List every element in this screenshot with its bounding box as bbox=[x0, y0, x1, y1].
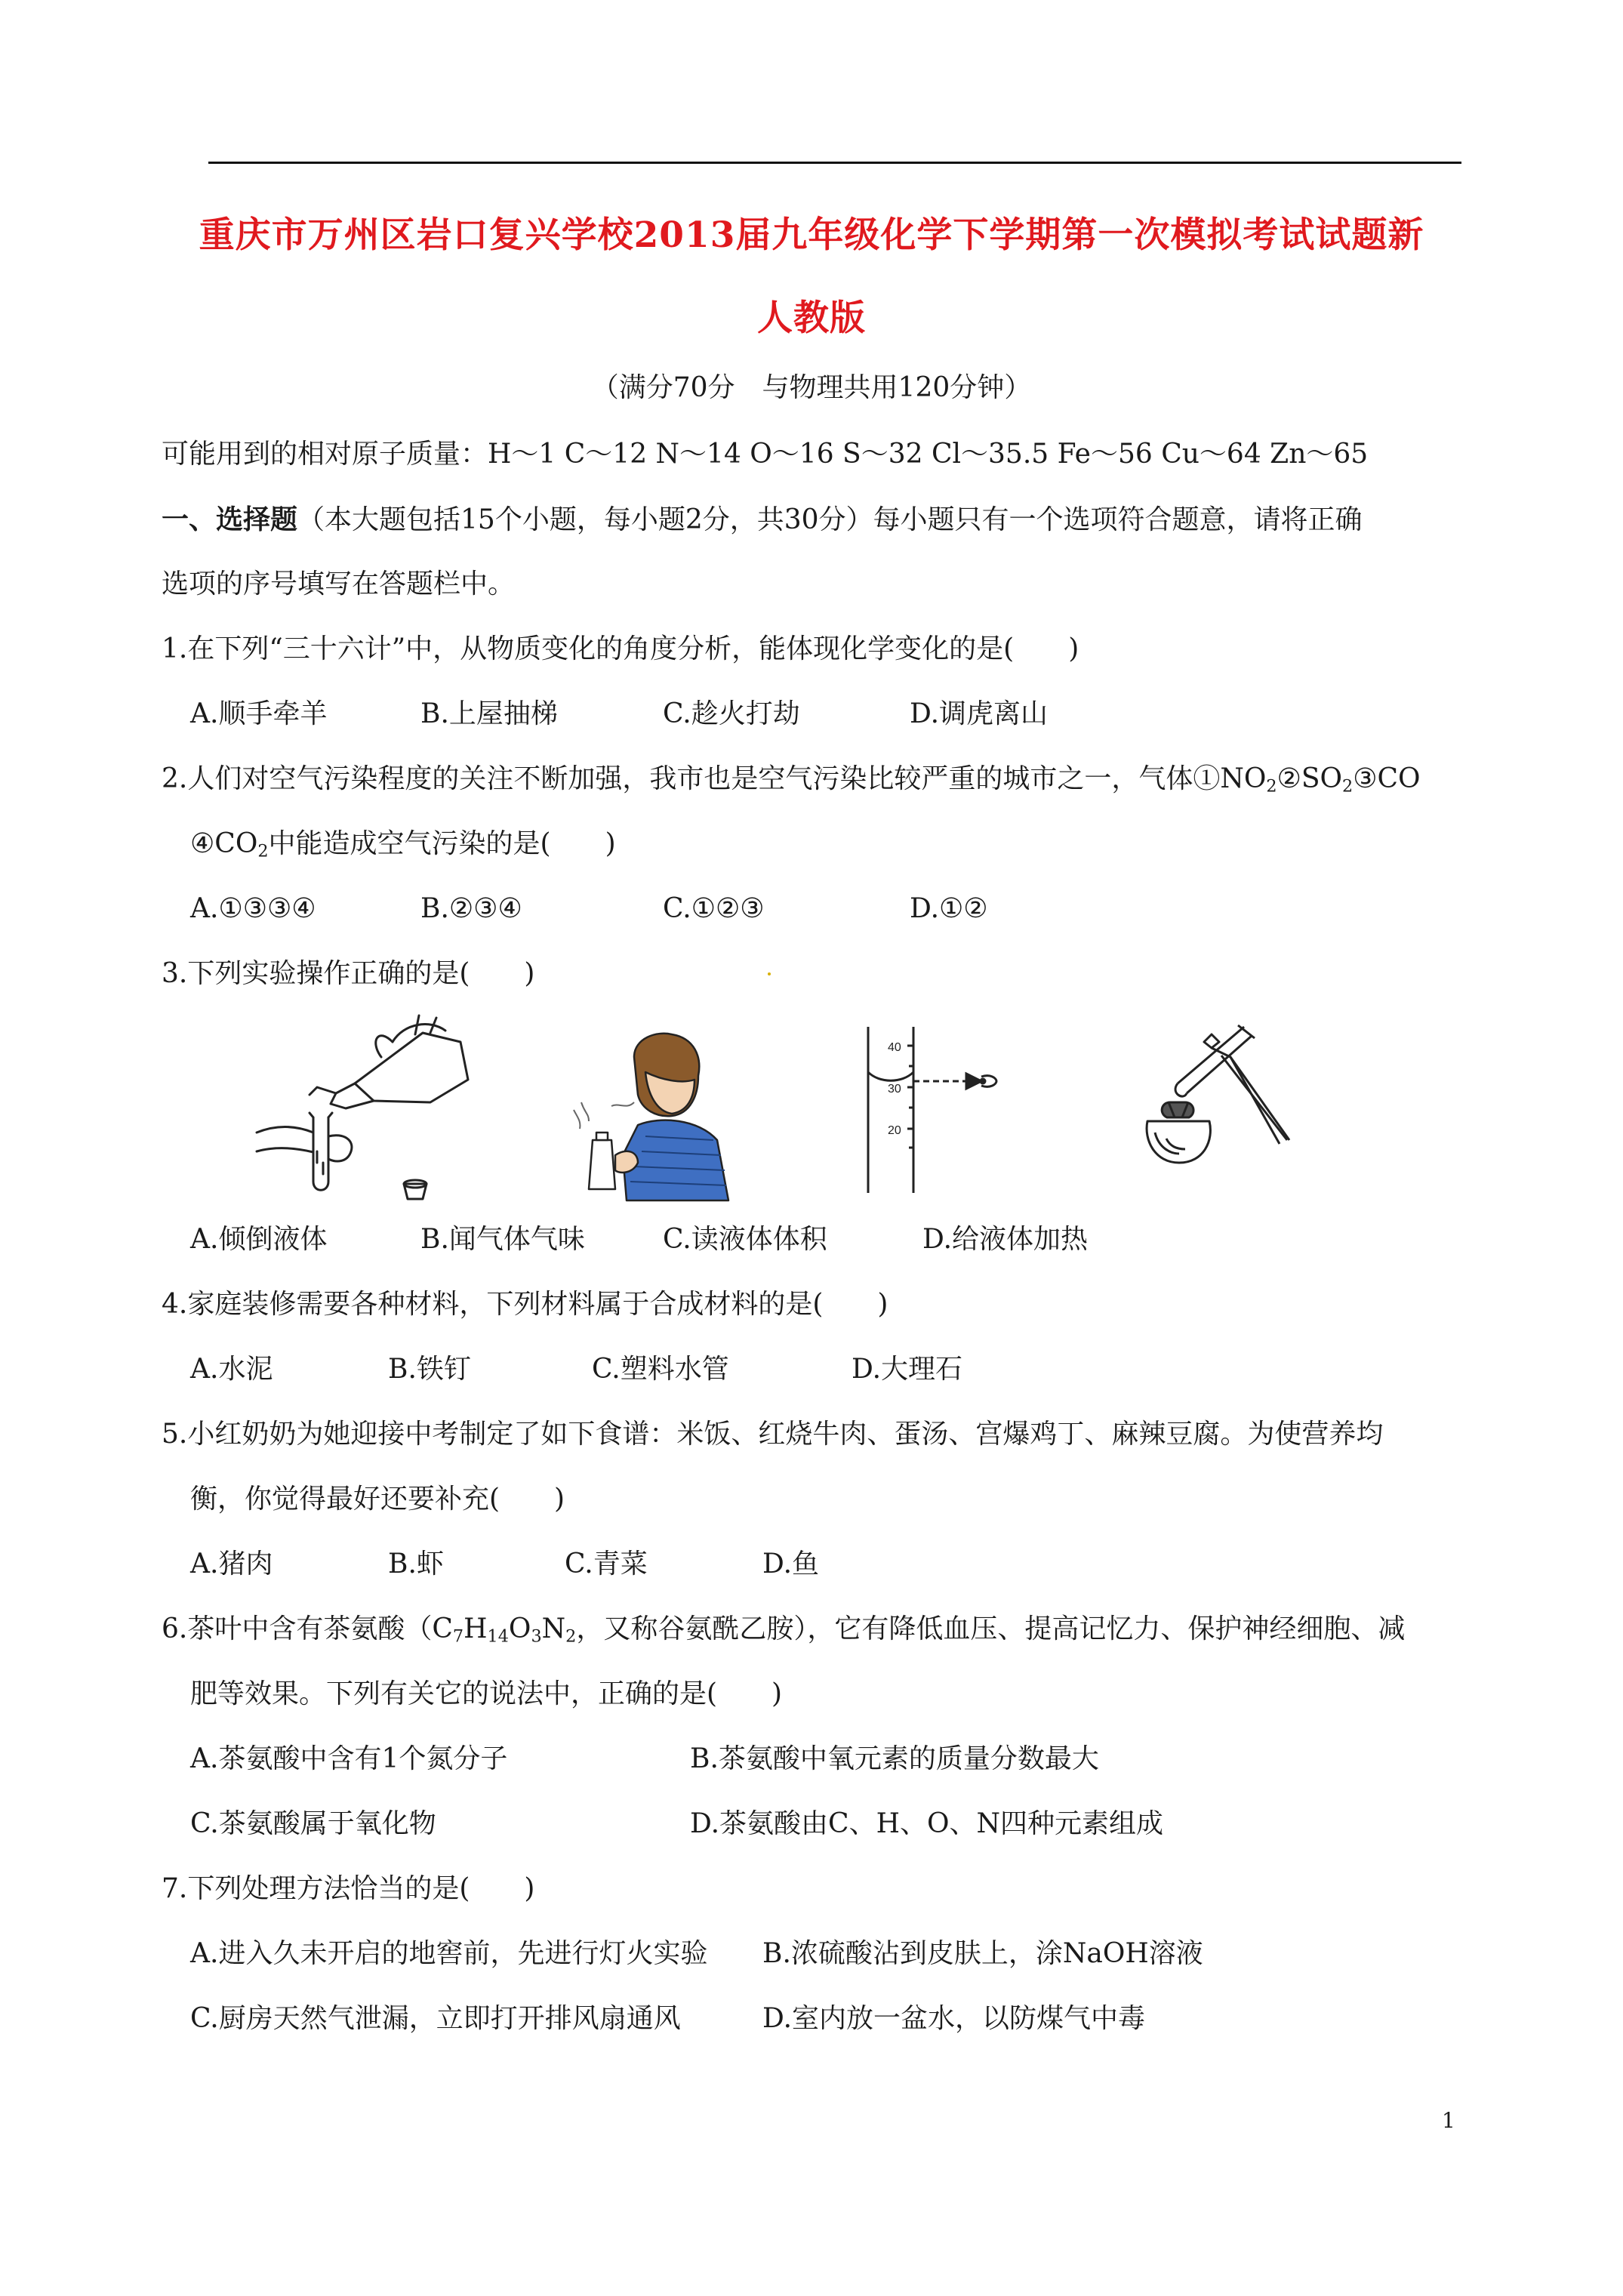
q2-option-c: C.①②③ bbox=[663, 893, 765, 924]
title-line-2: 人教版 bbox=[757, 297, 866, 339]
header-rule bbox=[208, 162, 1461, 164]
q4-option-c: C.塑料水管 bbox=[592, 1354, 729, 1385]
title-line-1: 重庆市万州区岩口复兴学校2013届九年级化学下学期第一次模拟考试试题新 bbox=[199, 214, 1424, 256]
q1-option-c: C.趁火打劫 bbox=[663, 698, 800, 729]
figure-pouring-liquid bbox=[242, 1012, 476, 1200]
section-1-desc-2: 选项的序号填写在答题栏中。 bbox=[162, 569, 516, 599]
q7-stem: 7.下列处理方法恰当的是( ) bbox=[162, 1873, 535, 1904]
q7-option-b: B.浓硫酸沾到皮肤上，涂NaOH溶液 bbox=[762, 1938, 1203, 1969]
exam-subtitle: （满分70分 与物理共用120分钟） bbox=[591, 372, 1032, 403]
q7-option-a: A.进入久未开启的地窖前，先进行灯火实验 bbox=[190, 1938, 708, 1969]
atomic-masses: 可能用到的相对原子质量：H～1 C～12 N～14 O～16 S～32 Cl～35.5 Fe～56 Cu～64 Zn～65 bbox=[162, 439, 1369, 470]
section-1-desc: （本大题包括15个小题，每小题2分，共30分）每小题只有一个选项符合题意，请将正确 bbox=[297, 504, 1363, 535]
q4-option-b: B.铁钉 bbox=[388, 1354, 471, 1385]
q2-option-b: B.②③④ bbox=[420, 893, 522, 924]
figure-reading-volume bbox=[853, 1027, 1079, 1200]
q4-option-d: D.大理石 bbox=[852, 1354, 963, 1385]
q2-option-a: A.①③③④ bbox=[190, 893, 316, 924]
q2-stem: 2.人们对空气污染程度的关注不断加强，我市也是空气污染比较严重的城市之一，气体$①NO_2②SO_2③CO$ bbox=[162, 763, 1421, 797]
figure-heating-liquid bbox=[1117, 1012, 1344, 1208]
q6-option-b: B.茶氨酸中氧元素的质量分数最大 bbox=[690, 1743, 1099, 1774]
cylinder-tick-20: 20 bbox=[888, 1124, 901, 1137]
section-1-heading bbox=[162, 503, 1363, 537]
q6-option-a: A.茶氨酸中含有1个氮分子 bbox=[190, 1743, 508, 1774]
q3-option-a: A.倾倒液体 bbox=[190, 1224, 328, 1255]
q1-option-b: B.上屋抽梯 bbox=[420, 698, 558, 729]
q5-option-d: D.鱼 bbox=[762, 1549, 820, 1579]
q1-option-a: A.顺手牵羊 bbox=[190, 698, 328, 729]
q1-option-d: D.调虎离山 bbox=[910, 698, 1049, 729]
q6-stem: 6.茶叶中含有茶氨酸（$C_7H_{14}O_3N_2$，又称谷氨酰乙胺），它有降低血压、提高记忆力、保护神经细胞、减 bbox=[162, 1613, 1406, 1647]
figure-smelling-gas bbox=[544, 1027, 740, 1223]
q7-option-c: C.厨房天然气泄漏，立即打开排风扇通风 bbox=[190, 2003, 681, 2034]
q5-stem: 5.小红奶奶为她迎接中考制定了如下食谱：米饭、红烧牛肉、蛋汤、宫爆鸡丁、麻辣豆腐。为使营养均 bbox=[162, 1419, 1384, 1450]
q5-stem-2: 衡，你觉得最好还要补充( ) bbox=[190, 1484, 565, 1515]
q3-stem: 3.下列实验操作正确的是( ) bbox=[162, 958, 535, 989]
q3-option-c: C.读液体体积 bbox=[663, 1224, 827, 1255]
cylinder-tick-30: 30 bbox=[888, 1083, 901, 1096]
q5-option-a: A.猪肉 bbox=[190, 1549, 273, 1579]
q4-option-a: A.水泥 bbox=[190, 1354, 273, 1385]
q3-option-b: B.闻气体气味 bbox=[420, 1224, 585, 1255]
q6-option-d: D.茶氨酸由C、H、O、N四种元素组成 bbox=[690, 1808, 1163, 1839]
q7-option-d: D.室内放一盆水，以防煤气中毒 bbox=[762, 2003, 1146, 2034]
q2-option-d: D.①② bbox=[910, 893, 988, 924]
q4-stem: 4.家庭装修需要各种材料，下列材料属于合成材料的是( ) bbox=[162, 1289, 888, 1320]
cylinder-tick-40: 40 bbox=[888, 1041, 901, 1054]
q1-stem: 1.在下列“三十六计”中，从物质变化的角度分析，能体现化学变化的是( ) bbox=[162, 633, 1079, 664]
stray-mark bbox=[768, 972, 771, 975]
section-1-label: 一、选择题 bbox=[162, 504, 298, 535]
q3-option-d: D.给液体加热 bbox=[922, 1224, 1089, 1255]
q5-option-b: B.虾 bbox=[388, 1549, 444, 1579]
q6-option-c: C.茶氨酸属于氧化物 bbox=[190, 1808, 436, 1839]
q2-stem-2: $④CO_2$中能造成空气污染的是( ) bbox=[190, 828, 616, 861]
page-number: 1 bbox=[1442, 2108, 1455, 2133]
q5-option-c: C.青菜 bbox=[565, 1549, 648, 1579]
q6-stem-2: 肥等效果。下列有关它的说法中，正确的是( ) bbox=[190, 1678, 783, 1709]
